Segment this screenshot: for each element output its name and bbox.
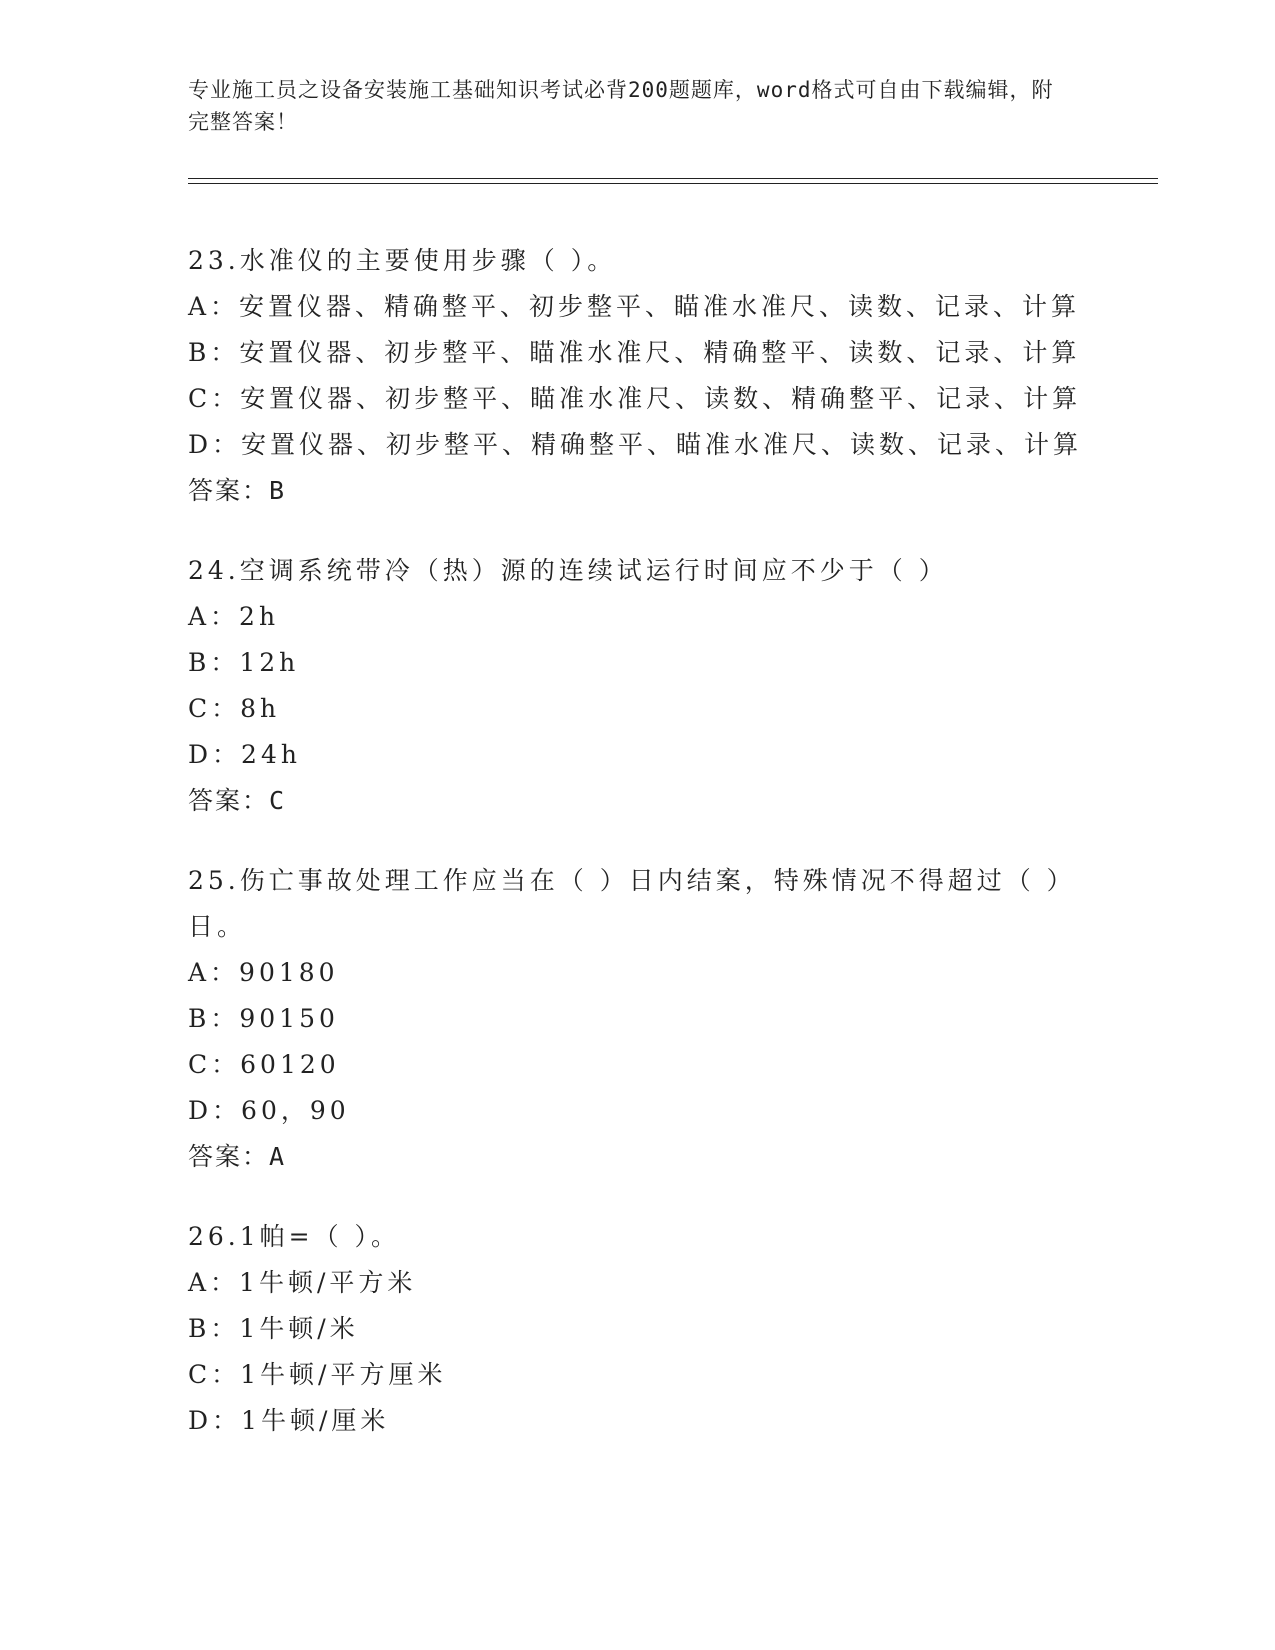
option-b: B：1牛顿/米	[188, 1314, 359, 1343]
question-stem: 24.空调系统带冷（热）源的连续试运行时间应不少于（ ）	[188, 556, 948, 585]
option-d: D：1牛顿/厘米	[188, 1406, 390, 1435]
document-header: 专业施工员之设备安装施工基础知识考试必背200题题库，word格式可自由下载编辑，附完整答案！	[188, 78, 1054, 134]
option-b: B：安置仪器、初步整平、瞄准水准尺、精确整平、读数、记录、计算	[188, 338, 1081, 367]
answer-label: 答案：	[188, 786, 270, 815]
option-b: B：12h	[188, 648, 300, 677]
header-divider-top	[188, 178, 1158, 179]
option-d: D：24h	[188, 740, 301, 769]
answer-value: A	[269, 1142, 287, 1171]
option-d: D：安置仪器、初步整平、精确整平、瞄准水准尺、读数、记录、计算	[188, 430, 1083, 459]
answer-label: 答案：	[188, 1142, 270, 1171]
option-c: C：8h	[188, 694, 281, 723]
question-23	[188, 238, 1088, 514]
option-a: A：安置仪器、精确整平、初步整平、瞄准水准尺、读数、记录、计算	[188, 292, 1081, 321]
option-a: A：90180	[188, 958, 339, 987]
option-c: C：安置仪器、初步整平、瞄准水准尺、读数、精确整平、记录、计算	[188, 384, 1082, 413]
answer-value: B	[269, 476, 287, 505]
question-24	[188, 548, 1088, 824]
question-25	[188, 858, 1088, 1180]
option-b: B：90150	[188, 1004, 339, 1033]
answer-label: 答案：	[188, 476, 270, 505]
option-c: C：60120	[188, 1050, 340, 1079]
answer-line	[188, 468, 1088, 514]
option-a: A：1牛顿/平方米	[188, 1268, 417, 1297]
question-stem: 23.水准仪的主要使用步骤（ ）。	[188, 246, 617, 275]
option-c: C：1牛顿/平方厘米	[188, 1360, 447, 1389]
question-26	[188, 1214, 1088, 1444]
question-stem: 25.伤亡事故处理工作应当在（ ）日内结案，特殊情况不得超过（ ）日。	[188, 866, 1076, 941]
answer-value: C	[269, 786, 287, 815]
question-list	[188, 238, 1088, 1478]
answer-line	[188, 1134, 1088, 1180]
option-a: A：2h	[188, 602, 280, 631]
header-divider-bottom	[188, 183, 1158, 184]
question-stem: 26.1帕=（ ）。	[188, 1222, 401, 1251]
answer-line	[188, 778, 1088, 824]
option-d: D：60，90	[188, 1096, 350, 1125]
